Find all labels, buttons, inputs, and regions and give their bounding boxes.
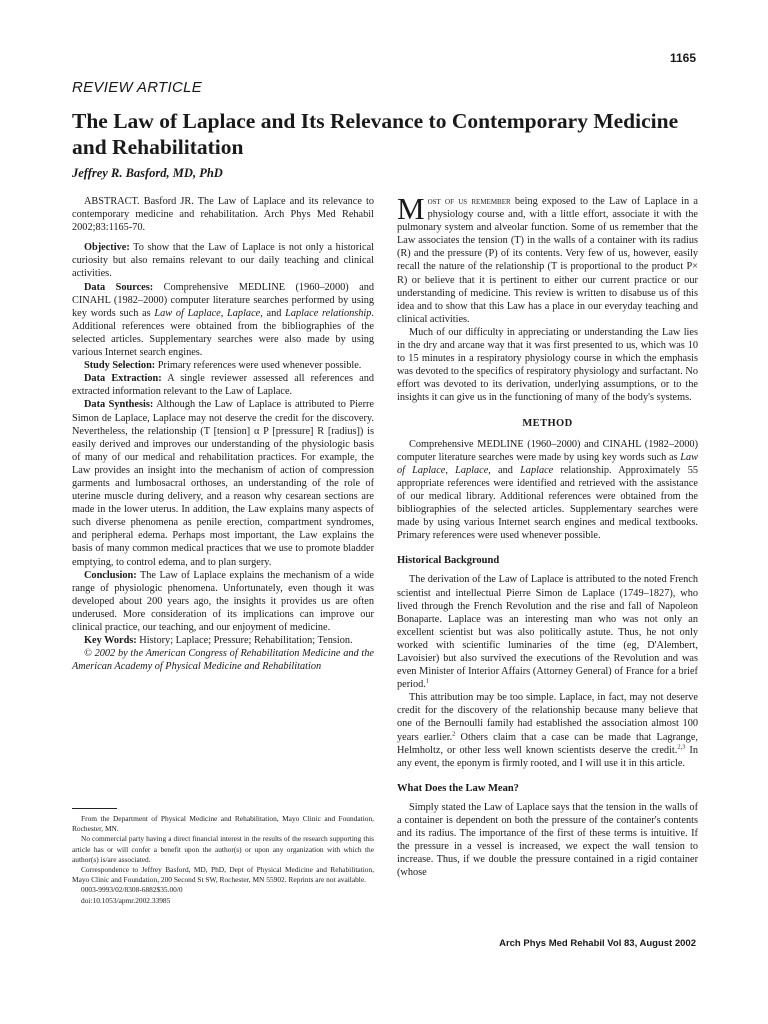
data-synthesis-text: Although the Law of Laplace is attributed to Pierre Simon de Laplace, Laplace may not deserve the credit for the discovery. Nevertheless, the relationship (T [tension] α P [pressure] R [radius]) is easily derived and improves our understanding of the physiologic basis of many of our medical and rehabilitation practices. For example, the Law provides an insight into the mechanism of action of compression garments and lumbosacral orthoses, an understanding of the role of uterine muscle during delivery, and a reason why cesarean sections are made in the lower uterus. In addition, the Law explains many aspects of such diverse phenomena as penile erection, compartment syndromes, and peripheral edema. Perhaps most important, the Law explains the basis of many common medical practices that we use to promote bladder emptying, to control edema, and to plan surgery. bbox=[72, 399, 374, 568]
method-keyword-3: Laplace bbox=[520, 464, 554, 476]
separator: , and bbox=[488, 464, 521, 476]
page-number: 1165 bbox=[669, 51, 696, 65]
abstract-citation: ABSTRACT. Basford JR. The Law of Laplace and its relevance to contemporary medicine and rehabilitation. Arch Phys Med Rehabil 2002;83:1165-70. bbox=[72, 196, 374, 234]
historical-text-2a: This attribution may be too simple. Laplace, in fact, may not deserve credit for the discovery of the relationship because many believe that one of the Bernoulli family had established the association almost 100 years earlier. bbox=[397, 692, 698, 743]
copyright-notice: © 2002 by the American Congress of Rehabilitation Medicine and the American Academy of Physical Medicine and Rehabilitation bbox=[72, 648, 374, 673]
data-synthesis-label: Data Synthesis: bbox=[84, 399, 154, 411]
data-sources-text-2: . Additional references were obtained from the bibliographies of the selected articles. Supplementary searches were also made by using various Internet search engines. bbox=[72, 307, 374, 359]
data-sources-label: Data Sources: bbox=[84, 281, 154, 293]
keyword-laplace-relationship: Laplace relationship bbox=[285, 307, 372, 319]
separator: , bbox=[220, 307, 228, 319]
key-words-label: Key Words: bbox=[84, 635, 137, 647]
footnote-disclosure: No commercial party having a direct financial interest in the results of the research supporting this article has or will confer a benefit upon the author(s) or upon any organization with which the author(s) is/are associated. bbox=[72, 834, 374, 864]
conclusion-label: Conclusion: bbox=[84, 569, 137, 581]
abstract-conclusion bbox=[72, 569, 374, 634]
intro-paragraph-2: Much of our difficulty in appreciating or understanding the Law lies in the dry and arcane way that it was first presented to us, which was 10 to 15 minutes in a respiratory physiology course in which the emphasis was devoted to the specifics of respiratory physiology and surfactant. No effort was devoted to its derivation, underlying assumptions, or to the insights it can give us in the functioning of many of the body's systems. bbox=[397, 326, 698, 404]
data-extraction-text: A single reviewer assessed all references and extracted information relevant to the Law of Laplace. bbox=[72, 373, 374, 398]
abstract-key-words bbox=[72, 634, 374, 647]
historical-text: The derivation of the Law of Laplace is attributed to the noted French scientist and intellectual Pierre Simon de Laplace (1749–1827), who lived through the French Revolution and the rise and fall of Napoleon Bonaparte. Laplace was an interesting man who was not only an excellent scientist but was also politically astute. Thus, he not only worked with scientific luminaries of the time (eg, D'Alembert, Lavoisier) but also survived the executions of the Revolution and was even Minister of Interior Affairs (Attorney General) of France for a brief period. bbox=[397, 574, 698, 691]
citation-marker: 2,3 bbox=[677, 743, 686, 751]
method-heading: METHOD bbox=[522, 417, 573, 429]
section-label: REVIEW ARTICLE bbox=[72, 79, 203, 96]
footnote-affiliation: From the Department of Physical Medicine and Rehabilitation, Mayo Clinic and Foundation, Rochester, MN. bbox=[72, 814, 374, 834]
footnote-divider bbox=[72, 808, 117, 809]
keyword-laplace: Laplace bbox=[227, 307, 261, 319]
intro-lead-caps: ost of us remember bbox=[427, 196, 511, 207]
abstract-study-selection bbox=[72, 359, 374, 372]
separator: , and bbox=[260, 307, 286, 319]
meaning-heading: What Does the Law Mean? bbox=[397, 782, 519, 794]
meaning-paragraph-1: Simply stated the Law of Laplace says that the tension in the walls of a container is dependent on both the pressure of the container's contents and its radius. The importance of the first of these terms is intuitive. If the pressure in a vessel is increased, we expect the wall tension to increase. Thus, if we double the pressure contained in a rigid container (whose bbox=[397, 801, 698, 879]
footnote-doi: doi:10.1053/apmr.2002.33985 bbox=[81, 895, 171, 905]
conclusion-text: The Law of Laplace explains the mechanism of a wide range of physiologic phenomena. Unfortunately, even though it was developed about 200 years ago, the insights it provides us are often underused. More consideration of its implications can improve our clinical practice, our teaching, and our enjoyment of medicine. bbox=[72, 569, 374, 633]
author-byline: Jeffrey R. Basford, MD, PhD bbox=[72, 166, 223, 180]
keyword-law-of-laplace: Law of Laplace bbox=[154, 307, 221, 319]
abstract-objective bbox=[72, 241, 374, 280]
study-selection-text: Primary references were used whenever possible. bbox=[155, 360, 362, 372]
body-column bbox=[397, 191, 699, 880]
data-sources-text: Comprehensive MEDLINE (1960–2000) and CINAHL (1982–2000) computer literature searches performed by using key words such as bbox=[72, 281, 374, 319]
footnote-issn: 0003-9993/02/8308-6882$35.00/0 bbox=[81, 885, 183, 895]
method-keyword-1: Law of Laplace bbox=[397, 451, 698, 476]
historical-heading: Historical Background bbox=[397, 555, 500, 567]
separator: , bbox=[445, 464, 456, 476]
objective-text: To show that the Law of Laplace is not only a historical curiosity but also remains relevant to our daily teaching and clinical activities. bbox=[72, 242, 374, 280]
key-words-text: History; Laplace; Pressure; Rehabilitation; Tension. bbox=[136, 635, 353, 647]
citation-marker: 2 bbox=[452, 730, 456, 738]
method-text: Comprehensive MEDLINE (1960–2000) and CINAHL (1982–2000) computer literature searches were made by using key words such as bbox=[397, 438, 698, 463]
abstract-data-sources bbox=[72, 281, 374, 360]
citation-marker: 1 bbox=[425, 677, 430, 685]
method-text-2: relationship. Approximately 55 appropriate references were identified and retrieved with the assistance of our medical library. Additional references were obtained from the bibliographies of the selected articles. Supplementary searches were made by using various Internet search engines and medical textbooks. Primary references were used whenever possible. bbox=[397, 464, 699, 542]
historical-text-2b: Others claim that a case can be made that Lagrange, Helmholtz, or other less well known scientists deserve the credit. bbox=[397, 731, 698, 756]
method-paragraph bbox=[397, 438, 698, 543]
article-title: The Law of Laplace and Its Relevance to Contemporary Medicine and Rehabilitation bbox=[72, 109, 679, 159]
abstract-column bbox=[72, 195, 374, 673]
historical-text-2c: In any event, the eponym is firmly rooted, and I will use it in this article. bbox=[397, 744, 698, 769]
footnotes bbox=[72, 814, 374, 906]
abstract-data-extraction bbox=[72, 372, 374, 398]
objective-label: Objective: bbox=[84, 242, 130, 254]
historical-paragraph-1 bbox=[397, 573, 698, 691]
data-extraction-label: Data Extraction: bbox=[84, 373, 162, 385]
historical-paragraph-2 bbox=[397, 691, 698, 770]
drop-cap: M bbox=[397, 191, 425, 226]
running-footer: Arch Phys Med Rehabil Vol 83, August 2002 bbox=[499, 938, 696, 949]
study-selection-label: Study Selection: bbox=[84, 360, 156, 372]
intro-text: being exposed to the Law of Laplace in a physiology course and, with a little effort, associate it with the pulmonary system and alveolar function. Some of us remember that the Law associates the tension (T) in the walls of a container with its radius (R) and the pressure (P) of its contents. Very few of us, however, easily recall the nature of the relationship (T is proportional to the product P× R) or believe that it is pertinent to either our current practice or our understanding of medicine. This review is written to disabuse us of this idea and to show that this Law has a place in our everyday teaching and clinical activities. bbox=[397, 196, 698, 325]
abstract-data-synthesis bbox=[72, 398, 374, 568]
footnote-correspondence: Correspondence to Jeffrey Basford, MD, PhD, Dept of Physical Medicine and Rehabilitation, Mayo Clinic and Foundation, 200 Second St SW, Rochester, MN 55902. Reprints are not available. bbox=[72, 865, 374, 885]
intro-paragraph-1 bbox=[397, 191, 698, 326]
method-keyword-2: Laplace bbox=[455, 464, 489, 476]
